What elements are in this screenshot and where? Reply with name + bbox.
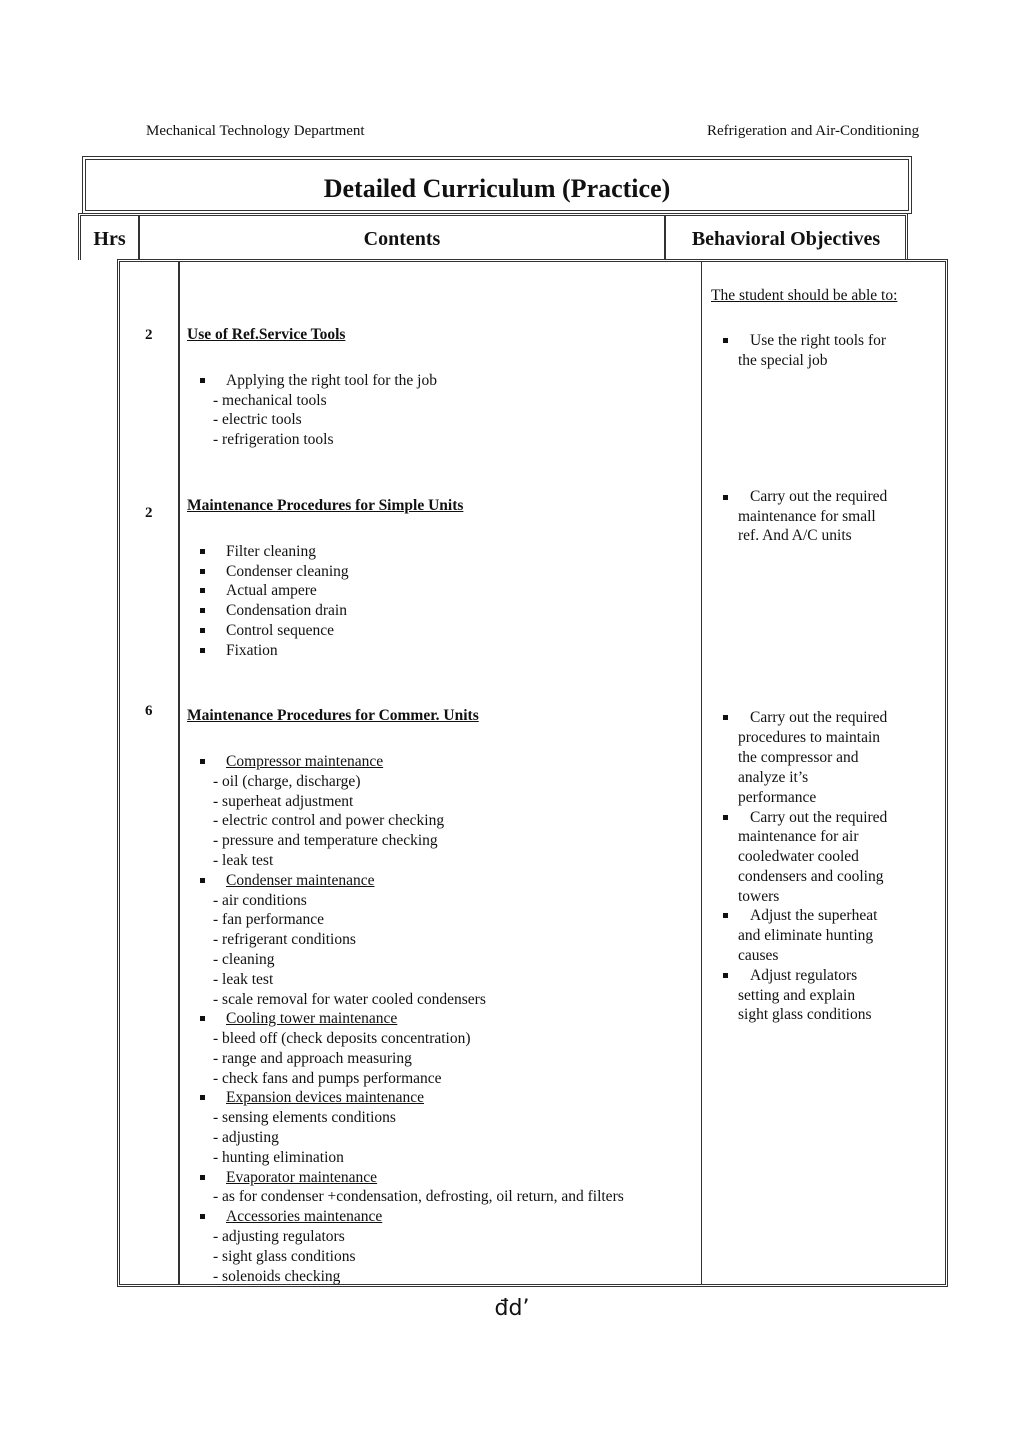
group-heading: Evaporator maintenance [226,1169,378,1186]
title-box [82,156,912,214]
bullet-icon [723,495,728,500]
group-heading: Accessories maintenance [226,1208,383,1225]
list-item: - fan performance [213,911,325,928]
header-department: Mechanical Technology Department [146,123,365,139]
list-item: Actual ampere [226,582,317,599]
bullet-icon [723,715,728,720]
curriculum-table [117,259,948,1287]
list-item: Control sequence [226,622,335,639]
bullet-icon [723,913,728,918]
objective-text: towers [738,888,780,905]
list-item: - range and approach measuring [213,1050,412,1067]
list-item: - cleaning [213,951,275,968]
bullet-icon [200,759,205,764]
objective-text: causes [738,947,779,964]
column-divider [701,262,702,1284]
list-item: - adjusting [213,1129,279,1146]
objective-text: setting and explain [738,987,856,1004]
objective-text: analyze it’s [738,769,809,786]
group-heading: Expansion devices maintenance [226,1089,424,1106]
bullet-icon [200,878,205,883]
list-item: - sensing elements conditions [213,1109,396,1126]
bullet-icon [200,549,205,554]
objective-text: cooledwater cooled [738,848,859,865]
bullet-icon [200,1016,205,1021]
list-item: - electric tools [213,411,302,428]
objective-text: Carry out the required [750,709,888,726]
objective-text: the special job [738,352,828,369]
section-hours: 2 [145,505,153,521]
list-item: - leak test [213,852,274,869]
list-item: Applying the right tool for the job [226,372,437,389]
bullet-icon [200,648,205,653]
list-item: - pressure and temperature checking [213,832,438,849]
list-item: - sight glass conditions [213,1248,356,1265]
list-item: - superheat adjustment [213,793,354,810]
objective-text: condensers and cooling [738,868,884,885]
bullet-icon [723,338,728,343]
column-divider [178,262,180,1284]
bullet-icon [200,1175,205,1180]
list-item: Condensation drain [226,602,347,619]
list-item: - mechanical tools [213,392,327,409]
list-item: - bleed off (check deposits concentration) [213,1030,471,1047]
bullet-icon [200,588,205,593]
objective-text: procedures to maintain [738,729,881,746]
list-item: - hunting elimination [213,1149,344,1166]
list-item: Filter cleaning [226,543,316,560]
list-item: - check fans and pumps performance [213,1070,442,1087]
list-item: - solenoids checking [213,1268,341,1285]
column-header-row [78,213,908,260]
group-heading: Cooling tower maintenance [226,1010,398,1027]
bullet-icon [200,1095,205,1100]
objective-text: sight glass conditions [738,1006,872,1023]
list-item: Condenser cleaning [226,563,349,580]
list-item: - air conditions [213,892,307,909]
section-hours: 6 [145,703,153,719]
objective-text: maintenance for small [738,508,876,525]
section-title: Use of Ref.Service Tools [187,326,346,343]
objectives-intro: The student should be able to: [711,287,898,304]
objective-text: maintenance for air [738,828,859,845]
bullet-icon [200,1214,205,1219]
page-number: đd’ [494,1296,530,1321]
objective-text: performance [738,789,817,806]
bullet-icon [200,569,205,574]
list-item: - refrigeration tools [213,431,334,448]
header-program: Refrigeration and Air-Conditioning [707,123,920,139]
list-item: - oil (charge, discharge) [213,773,361,790]
section-hours: 2 [145,327,153,343]
objective-text: Carry out the required [750,809,888,826]
page-title: Detailed Curriculum (Practice) [323,174,671,203]
bullet-icon [200,378,205,383]
list-item: - refrigerant conditions [213,931,356,948]
section-title: Maintenance Procedures for Commer. Units [187,707,479,724]
objective-text: ref. And A/C units [738,527,852,544]
bullet-icon [723,973,728,978]
list-item: - scale removal for water cooled condensers [213,991,486,1008]
list-item: - electric control and power checking [213,812,445,829]
objective-text: Carry out the required [750,488,888,505]
bullet-icon [723,815,728,820]
column-header-contents: Contents [140,216,666,260]
objective-text: and eliminate hunting [738,927,874,944]
objective-text: Use the right tools for [750,332,887,349]
objective-text: the compressor and [738,749,859,766]
bullet-icon [200,628,205,633]
list-item: - leak test [213,971,274,988]
bullet-icon [200,608,205,613]
section-title: Maintenance Procedures for Simple Units [187,497,464,514]
objective-text: Adjust regulators [750,967,858,984]
column-header-hrs: Hrs [81,216,140,260]
group-heading: Condenser maintenance [226,872,375,889]
objective-text: Adjust the superheat [750,907,878,924]
group-heading: Compressor maintenance [226,753,384,770]
list-item: - adjusting regulators [213,1228,345,1245]
list-item: Fixation [226,642,278,659]
list-item: - as for condenser +condensation, defrosting, oil return, and filters [213,1188,624,1205]
column-header-objectives: Behavioral Objectives [691,228,881,250]
